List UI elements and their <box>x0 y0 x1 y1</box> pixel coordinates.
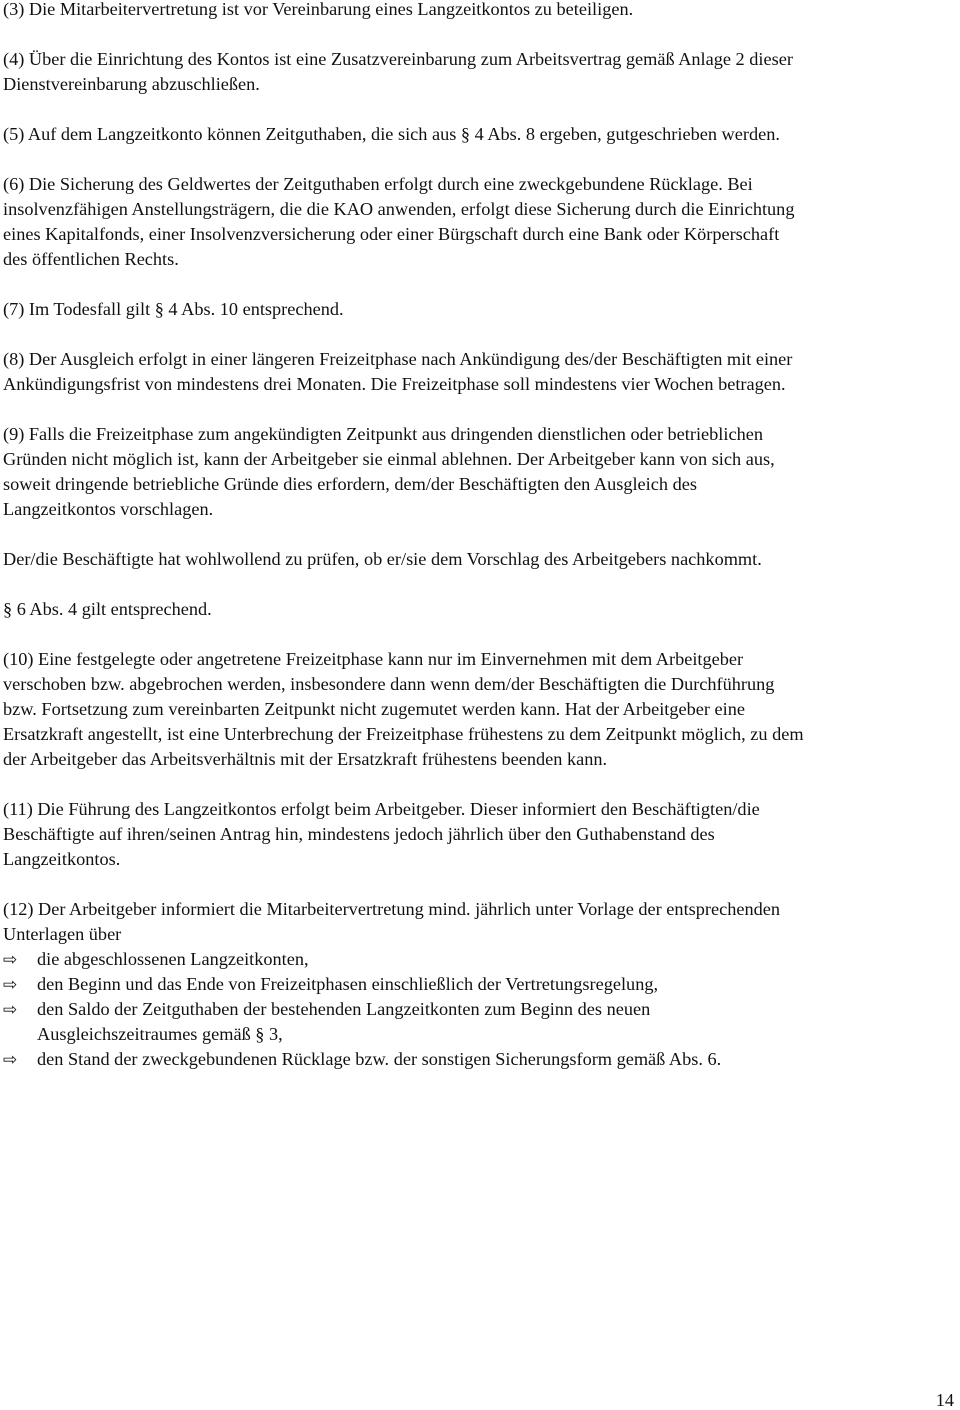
document-body <box>3 0 960 1072</box>
list-item-text: den Stand der zweckgebundenen Rücklage bzw. der sonstigen Sicherungsform gemäß Abs. 6. <box>37 1049 722 1069</box>
paragraph <box>3 297 960 322</box>
right-arrow-outline-icon: ⇨ <box>3 1050 18 1069</box>
text-line: (11) Die Führung des Langzeitkontos erfolgt beim Arbeitgeber. Dieser informiert den Beschäftigten/die <box>3 799 760 819</box>
list-item-line <box>3 972 960 997</box>
text-line: (8) Der Ausgleich erfolgt in einer längeren Freizeitphase nach Ankündigung des/der Beschäftigten mit einer <box>3 349 793 369</box>
text-line: bzw. Fortsetzung zum vereinbarten Zeitpunkt nicht zugemutet werden kann. Hat der Arbeitgeber eine <box>3 699 745 719</box>
list-item-line <box>3 1022 960 1047</box>
text-line: Ersatzkraft angestellt, ist eine Unterbrechung der Freizeitphase frühestens zu dem Zeitpunkt möglich, zu dem <box>3 724 804 744</box>
list-item-text: den Beginn und das Ende von Freizeitphasen einschließlich der Vertretungsregelung, <box>37 974 659 994</box>
list-item-text: die abgeschlossenen Langzeitkonten, <box>37 949 309 969</box>
paragraph <box>3 47 960 97</box>
text-line: insolvenzfähigen Anstellungsträgern, die die KAO anwenden, erfolgt diese Sicherung durch die Einrichtung <box>3 199 795 219</box>
list-item <box>3 972 960 997</box>
text-line: (6) Die Sicherung des Geldwertes der Zeitguthaben erfolgt durch eine zweckgebundene Rücklage. Bei <box>3 174 753 194</box>
text-line: verschoben bzw. abgebrochen werden, insbesondere dann wenn dem/der Beschäftigten die Durchführung <box>3 674 775 694</box>
list-item-text: den Saldo der Zeitguthaben der bestehenden Langzeitkonten zum Beginn des neuen <box>37 999 651 1019</box>
paragraph <box>3 172 960 272</box>
right-arrow-outline-icon: ⇨ <box>3 950 18 969</box>
text-line: Langzeitkontos vorschlagen. <box>3 499 214 519</box>
text-line: (7) Im Todesfall gilt § 4 Abs. 10 entsprechend. <box>3 299 344 319</box>
text-line: des öffentlichen Rechts. <box>3 249 179 269</box>
paragraph <box>3 547 960 572</box>
text-line: (12) Der Arbeitgeber informiert die Mitarbeitervertretung mind. jährlich unter Vorlage der entsprechenden <box>3 899 781 919</box>
text-line: (9) Falls die Freizeitphase zum angekündigten Zeitpunkt aus dringenden dienstlichen oder betrieblichen <box>3 424 763 444</box>
paragraph <box>3 647 960 772</box>
text-line: eines Kapitalfonds, einer Insolvenzversicherung oder einer Bürgschaft durch eine Bank oder Körperschaft <box>3 224 780 244</box>
text-line: Dienstvereinbarung abzuschließen. <box>3 74 260 94</box>
text-line: § 6 Abs. 4 gilt entsprechend. <box>3 599 212 619</box>
text-line: Unterlagen über <box>3 924 122 944</box>
text-line: (5) Auf dem Langzeitkonto können Zeitguthaben, die sich aus § 4 Abs. 8 ergeben, gutgeschrieben werden. <box>3 124 780 144</box>
right-arrow-outline-icon: ⇨ <box>3 975 18 994</box>
right-arrow-outline-icon: ⇨ <box>3 1000 18 1019</box>
paragraph <box>3 422 960 522</box>
paragraph <box>3 597 960 622</box>
text-line: (4) Über die Einrichtung des Kontos ist eine Zusatzvereinbarung zum Arbeitsvertrag gemäß Anlage 2 dieser <box>3 49 793 69</box>
text-line: Der/die Beschäftigte hat wohlwollend zu prüfen, ob er/sie dem Vorschlag des Arbeitgebers nachkommt. <box>3 549 762 569</box>
paragraph <box>3 347 960 397</box>
list-item <box>3 947 960 972</box>
text-line: Ankündigungsfrist von mindestens drei Monaten. Die Freizeitphase soll mindestens vier Wochen betragen. <box>3 374 786 394</box>
text-line: Beschäftigte auf ihren/seinen Antrag hin, mindestens jedoch jährlich über den Guthabenstand des <box>3 824 715 844</box>
list-item-text: Ausgleichszeitraumes gemäß § 3, <box>37 1024 283 1044</box>
text-line: Gründen nicht möglich ist, kann der Arbeitgeber sie einmal ablehnen. Der Arbeitgeber kann von sich aus, <box>3 449 775 469</box>
list-item-line <box>3 997 960 1022</box>
paragraph <box>3 0 960 22</box>
list-item-line <box>3 947 960 972</box>
paragraph <box>3 122 960 147</box>
paragraph <box>3 897 960 947</box>
text-line: der Arbeitgeber das Arbeitsverhältnis mit der Ersatzkraft frühestens beenden kann. <box>3 749 608 769</box>
list-item <box>3 997 960 1047</box>
list-item <box>3 1047 960 1072</box>
text-line: soweit dringende betriebliche Gründe dies erfordern, dem/der Beschäftigten den Ausgleich des <box>3 474 697 494</box>
paragraph <box>3 797 960 872</box>
text-line: (3) Die Mitarbeitervertretung ist vor Vereinbarung eines Langzeitkontos zu beteiligen. <box>3 0 634 19</box>
bullet-list <box>3 947 960 1072</box>
text-line: (10) Eine festgelegte oder angetretene Freizeitphase kann nur im Einvernehmen mit dem Arbeitgeber <box>3 649 744 669</box>
text-line: Langzeitkontos. <box>3 849 121 869</box>
page-number: 14 <box>935 1390 954 1410</box>
list-item-line <box>3 1047 960 1072</box>
